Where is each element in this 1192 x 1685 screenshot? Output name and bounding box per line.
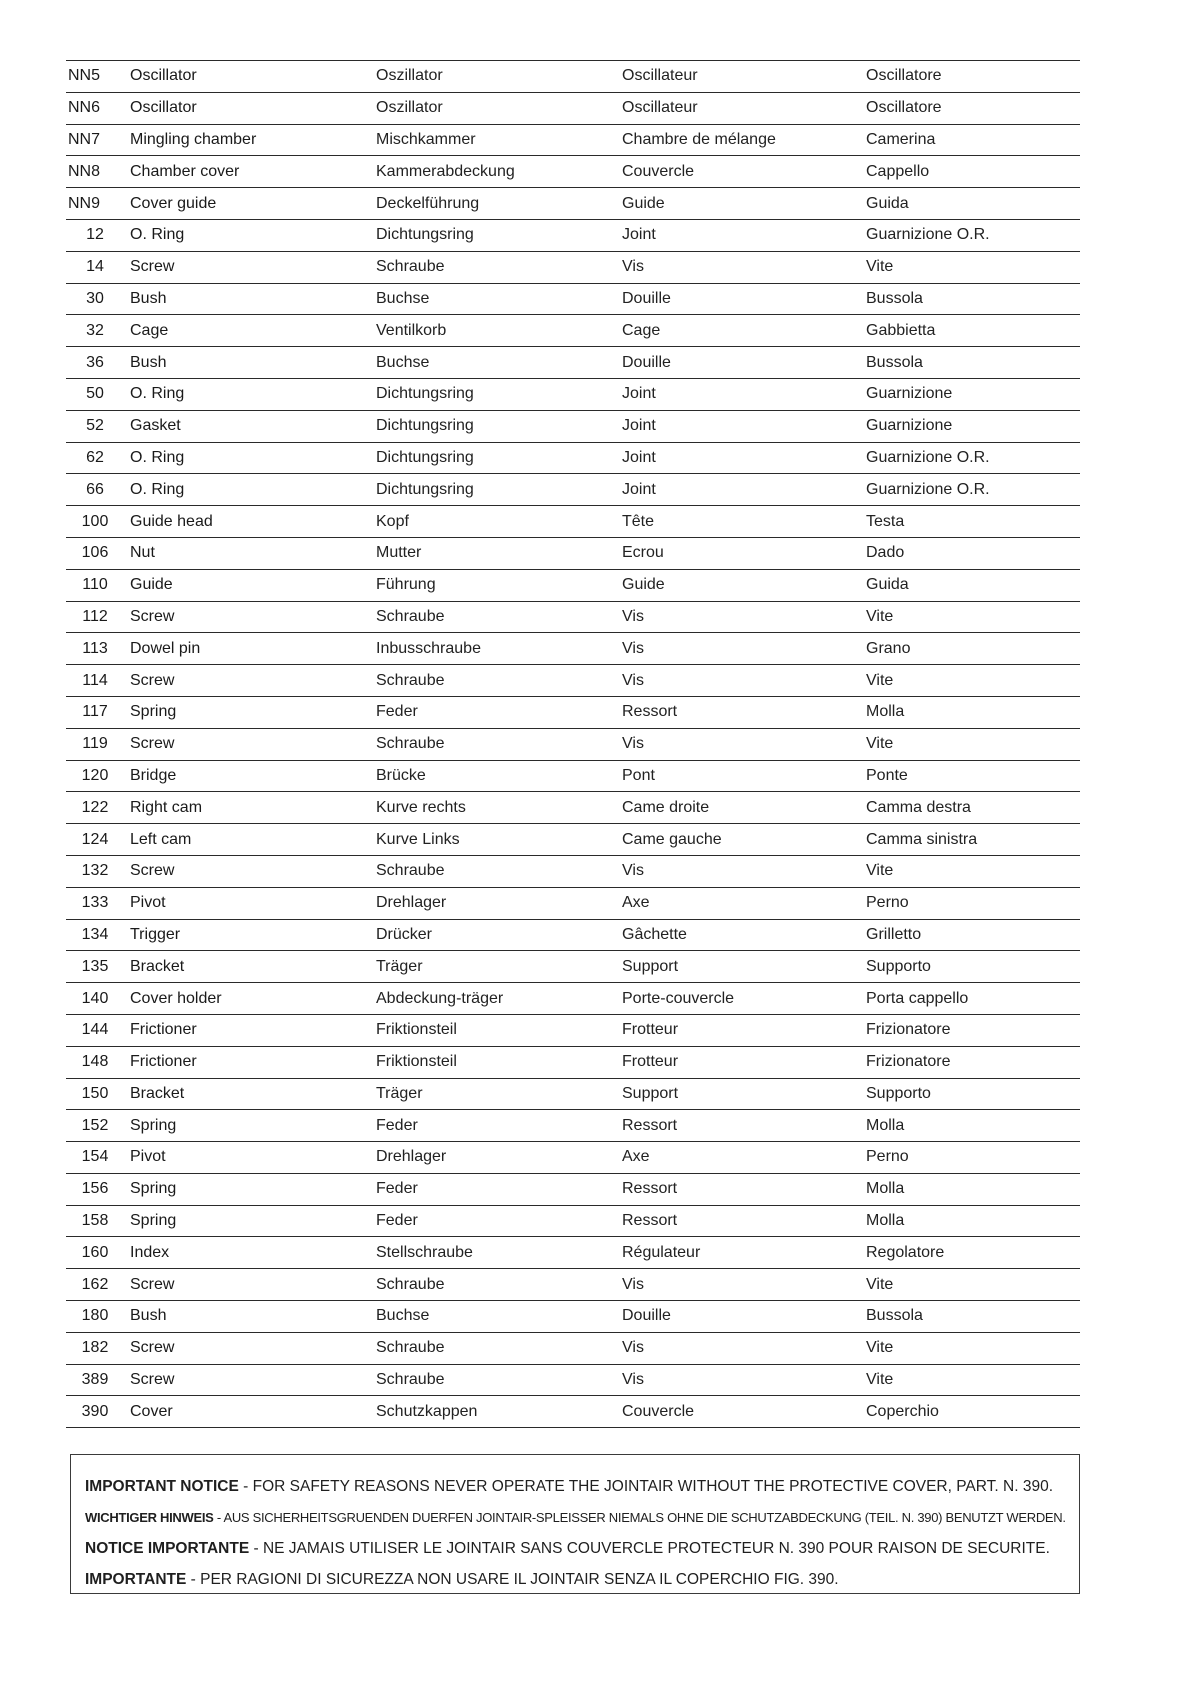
table-row: [66, 1396, 1080, 1428]
notice-german-text: - AUS SICHERHEITSGRUENDEN DUERFEN JOINTAIR-SPLEISSER NIEMALS OHNE DIE SCHUTZABDECKUNG (TEIL. N. 390) BENUTZT WERDEN.: [213, 1510, 1066, 1525]
part-name-german: Friktionsteil: [370, 1014, 616, 1046]
table-row: [66, 537, 1080, 569]
safety-notice-box: [70, 1454, 1080, 1594]
part-name-french: Ressort: [616, 1173, 860, 1205]
part-number: 113: [66, 633, 124, 665]
part-name-english: Screw: [124, 601, 370, 633]
part-name-english: Cover: [124, 1396, 370, 1428]
part-name-english: Cage: [124, 315, 370, 347]
table-row: [66, 347, 1080, 379]
part-name-italian: Dado: [860, 537, 1080, 569]
part-name-french: Vis: [616, 855, 860, 887]
part-name-english: Bush: [124, 1301, 370, 1333]
part-name-german: Brücke: [370, 760, 616, 792]
part-name-german: Feder: [370, 1110, 616, 1142]
part-number: 160: [66, 1237, 124, 1269]
table-row: [66, 474, 1080, 506]
part-name-english: Nut: [124, 537, 370, 569]
notice-english: [85, 1471, 1079, 1502]
part-name-italian: Molla: [860, 1173, 1080, 1205]
part-name-french: Guide: [616, 569, 860, 601]
notice-french-text: - NE JAMAIS UTILISER LE JOINTAIR SANS COUVERCLE PROTECTEUR N. 390 POUR RAISON DE SECURITE.: [249, 1540, 1050, 1557]
part-name-french: Came droite: [616, 792, 860, 824]
part-name-french: Support: [616, 951, 860, 983]
part-name-german: Kurve Links: [370, 824, 616, 856]
part-name-german: Feder: [370, 1205, 616, 1237]
part-name-french: Joint: [616, 219, 860, 251]
part-name-german: Mischkammer: [370, 124, 616, 156]
part-number: 110: [66, 569, 124, 601]
part-name-german: Schutzkappen: [370, 1396, 616, 1428]
part-name-italian: Vite: [860, 1364, 1080, 1396]
part-name-italian: Oscillatore: [860, 92, 1080, 124]
part-name-german: Friktionsteil: [370, 1046, 616, 1078]
table-row: [66, 951, 1080, 983]
table-row: [66, 792, 1080, 824]
part-name-german: Schraube: [370, 601, 616, 633]
part-name-english: Gasket: [124, 410, 370, 442]
part-name-german: Dichtungsring: [370, 378, 616, 410]
part-name-english: Trigger: [124, 919, 370, 951]
table-row: [66, 1173, 1080, 1205]
part-name-italian: Testa: [860, 506, 1080, 538]
part-name-english: Oscillator: [124, 61, 370, 93]
part-name-german: Drehlager: [370, 1142, 616, 1174]
part-name-french: Joint: [616, 474, 860, 506]
part-name-german: Inbusschraube: [370, 633, 616, 665]
part-number: 148: [66, 1046, 124, 1078]
table-row: [66, 156, 1080, 188]
part-name-italian: Coperchio: [860, 1396, 1080, 1428]
part-name-french: Axe: [616, 887, 860, 919]
part-name-english: Bracket: [124, 951, 370, 983]
part-number: 106: [66, 537, 124, 569]
notice-italian: [85, 1564, 1079, 1595]
part-number: 14: [66, 251, 124, 283]
part-name-german: Deckelführung: [370, 188, 616, 220]
part-name-english: Chamber cover: [124, 156, 370, 188]
part-number: 152: [66, 1110, 124, 1142]
part-name-german: Drehlager: [370, 887, 616, 919]
part-name-english: O. Ring: [124, 474, 370, 506]
table-row: [66, 1237, 1080, 1269]
part-name-english: Oscillator: [124, 92, 370, 124]
part-number: NN5: [66, 61, 124, 93]
part-name-italian: Bussola: [860, 347, 1080, 379]
table-row: [66, 1078, 1080, 1110]
part-name-italian: Oscillatore: [860, 61, 1080, 93]
part-name-italian: Vite: [860, 1269, 1080, 1301]
notice-french: [85, 1533, 1079, 1564]
part-number: 52: [66, 410, 124, 442]
table-row: [66, 728, 1080, 760]
table-row: [66, 569, 1080, 601]
part-name-english: Bush: [124, 283, 370, 315]
part-name-german: Dichtungsring: [370, 219, 616, 251]
part-number: 156: [66, 1173, 124, 1205]
part-name-english: Spring: [124, 1205, 370, 1237]
part-name-french: Ressort: [616, 1110, 860, 1142]
part-name-french: Frotteur: [616, 1014, 860, 1046]
part-number: NN7: [66, 124, 124, 156]
table-row: [66, 1301, 1080, 1333]
part-number: 132: [66, 855, 124, 887]
table-row: [66, 1110, 1080, 1142]
part-name-english: Screw: [124, 1269, 370, 1301]
part-name-english: Guide head: [124, 506, 370, 538]
part-name-french: Pont: [616, 760, 860, 792]
part-name-french: Joint: [616, 378, 860, 410]
part-name-french: Oscillateur: [616, 92, 860, 124]
part-number: NN9: [66, 188, 124, 220]
part-name-german: Schraube: [370, 855, 616, 887]
part-name-french: Vis: [616, 728, 860, 760]
part-name-german: Buchse: [370, 283, 616, 315]
table-row: [66, 378, 1080, 410]
part-name-french: Axe: [616, 1142, 860, 1174]
part-name-italian: Cappello: [860, 156, 1080, 188]
part-name-french: Vis: [616, 1364, 860, 1396]
table-row: [66, 442, 1080, 474]
part-name-french: Gâchette: [616, 919, 860, 951]
table-row: [66, 283, 1080, 315]
table-row: [66, 1269, 1080, 1301]
part-name-german: Buchse: [370, 347, 616, 379]
part-name-english: O. Ring: [124, 378, 370, 410]
part-name-english: Screw: [124, 855, 370, 887]
part-number: 122: [66, 792, 124, 824]
part-name-italian: Camma sinistra: [860, 824, 1080, 856]
table-row: [66, 1014, 1080, 1046]
table-row: [66, 188, 1080, 220]
part-name-german: Drücker: [370, 919, 616, 951]
part-number: 120: [66, 760, 124, 792]
part-name-german: Buchse: [370, 1301, 616, 1333]
part-name-french: Frotteur: [616, 1046, 860, 1078]
part-name-french: Douille: [616, 347, 860, 379]
part-name-english: Pivot: [124, 887, 370, 919]
table-row: [66, 124, 1080, 156]
part-name-french: Vis: [616, 251, 860, 283]
part-name-english: O. Ring: [124, 442, 370, 474]
part-name-english: Cover guide: [124, 188, 370, 220]
part-name-german: Schraube: [370, 728, 616, 760]
part-name-french: Oscillateur: [616, 61, 860, 93]
part-name-english: Screw: [124, 251, 370, 283]
part-name-italian: Ponte: [860, 760, 1080, 792]
part-name-german: Dichtungsring: [370, 442, 616, 474]
part-name-italian: Guarnizione: [860, 410, 1080, 442]
notice-italian-text: - PER RAGIONI DI SICUREZZA NON USARE IL JOINTAIR SENZA IL COPERCHIO FIG. 390.: [186, 1571, 839, 1588]
part-number: 158: [66, 1205, 124, 1237]
part-name-french: Cage: [616, 315, 860, 347]
parts-table-body: [66, 61, 1080, 1428]
part-name-english: Mingling chamber: [124, 124, 370, 156]
part-name-italian: Perno: [860, 887, 1080, 919]
table-row: [66, 887, 1080, 919]
part-name-italian: Molla: [860, 1205, 1080, 1237]
part-number: 36: [66, 347, 124, 379]
part-name-french: Vis: [616, 633, 860, 665]
part-number: 133: [66, 887, 124, 919]
part-name-italian: Camma destra: [860, 792, 1080, 824]
part-name-german: Kammerabdeckung: [370, 156, 616, 188]
table-row: [66, 633, 1080, 665]
part-number: 140: [66, 983, 124, 1015]
part-number: 182: [66, 1332, 124, 1364]
part-name-italian: Supporto: [860, 1078, 1080, 1110]
part-name-french: Guide: [616, 188, 860, 220]
table-row: [66, 1142, 1080, 1174]
table-row: [66, 824, 1080, 856]
part-name-german: Abdeckung-träger: [370, 983, 616, 1015]
part-name-german: Schraube: [370, 665, 616, 697]
parts-table: [66, 60, 1080, 1428]
part-name-french: Support: [616, 1078, 860, 1110]
part-name-english: Bush: [124, 347, 370, 379]
part-name-italian: Vite: [860, 855, 1080, 887]
part-number: 144: [66, 1014, 124, 1046]
table-row: [66, 760, 1080, 792]
part-name-german: Schraube: [370, 1332, 616, 1364]
table-row: [66, 1205, 1080, 1237]
table-row: [66, 61, 1080, 93]
table-row: [66, 219, 1080, 251]
part-number: 50: [66, 378, 124, 410]
part-name-italian: Guarnizione O.R.: [860, 442, 1080, 474]
part-name-english: Screw: [124, 728, 370, 760]
part-name-french: Joint: [616, 442, 860, 474]
part-name-italian: Regolatore: [860, 1237, 1080, 1269]
part-name-english: Bracket: [124, 1078, 370, 1110]
part-name-german: Mutter: [370, 537, 616, 569]
part-name-italian: Vite: [860, 728, 1080, 760]
table-row: [66, 1332, 1080, 1364]
part-name-german: Träger: [370, 1078, 616, 1110]
part-number: 66: [66, 474, 124, 506]
part-name-italian: Molla: [860, 1110, 1080, 1142]
table-row: [66, 1364, 1080, 1396]
part-number: 389: [66, 1364, 124, 1396]
part-number: 114: [66, 665, 124, 697]
part-number: 162: [66, 1269, 124, 1301]
part-name-english: Spring: [124, 696, 370, 728]
part-name-italian: Grano: [860, 633, 1080, 665]
part-name-french: Came gauche: [616, 824, 860, 856]
part-number: NN8: [66, 156, 124, 188]
part-name-german: Ventilkorb: [370, 315, 616, 347]
part-name-english: Index: [124, 1237, 370, 1269]
part-name-french: Tête: [616, 506, 860, 538]
part-number: 180: [66, 1301, 124, 1333]
part-name-english: Cover holder: [124, 983, 370, 1015]
part-name-english: Frictioner: [124, 1014, 370, 1046]
part-name-german: Dichtungsring: [370, 410, 616, 442]
notice-french-label: NOTICE IMPORTANTE: [85, 1540, 250, 1557]
part-name-italian: Porta cappello: [860, 983, 1080, 1015]
part-name-french: Chambre de mélange: [616, 124, 860, 156]
notice-italian-label: IMPORTANTE: [85, 1571, 187, 1588]
part-name-german: Führung: [370, 569, 616, 601]
part-name-english: Spring: [124, 1110, 370, 1142]
part-name-italian: Vite: [860, 251, 1080, 283]
part-name-french: Ressort: [616, 1205, 860, 1237]
part-number: 117: [66, 696, 124, 728]
table-row: [66, 251, 1080, 283]
part-number: 124: [66, 824, 124, 856]
part-name-italian: Guarnizione O.R.: [860, 474, 1080, 506]
part-name-italian: Camerina: [860, 124, 1080, 156]
part-name-italian: Frizionatore: [860, 1014, 1080, 1046]
part-name-german: Oszillator: [370, 61, 616, 93]
table-row: [66, 410, 1080, 442]
part-name-english: Screw: [124, 1364, 370, 1396]
part-name-italian: Frizionatore: [860, 1046, 1080, 1078]
part-number: 112: [66, 601, 124, 633]
part-name-french: Couvercle: [616, 1396, 860, 1428]
part-number: 12: [66, 219, 124, 251]
table-row: [66, 919, 1080, 951]
notice-english-text: - FOR SAFETY REASONS NEVER OPERATE THE JOINTAIR WITHOUT THE PROTECTIVE COVER, PART. N. 390.: [238, 1478, 1054, 1495]
part-name-french: Couvercle: [616, 156, 860, 188]
part-name-french: Vis: [616, 665, 860, 697]
part-name-italian: Vite: [860, 665, 1080, 697]
part-name-french: Ressort: [616, 696, 860, 728]
part-name-german: Kurve rechts: [370, 792, 616, 824]
table-row: [66, 315, 1080, 347]
parts-list-page: [66, 60, 1080, 1428]
part-name-english: Bridge: [124, 760, 370, 792]
table-row: [66, 855, 1080, 887]
part-name-french: Porte-couvercle: [616, 983, 860, 1015]
part-name-english: Screw: [124, 1332, 370, 1364]
part-name-italian: Guida: [860, 569, 1080, 601]
table-row: [66, 665, 1080, 697]
part-name-german: Schraube: [370, 1269, 616, 1301]
part-name-french: Douille: [616, 283, 860, 315]
part-name-english: Guide: [124, 569, 370, 601]
part-number: 135: [66, 951, 124, 983]
table-row: [66, 506, 1080, 538]
part-name-english: Frictioner: [124, 1046, 370, 1078]
part-number: 154: [66, 1142, 124, 1174]
part-name-italian: Bussola: [860, 1301, 1080, 1333]
part-name-english: O. Ring: [124, 219, 370, 251]
part-name-italian: Gabbietta: [860, 315, 1080, 347]
part-name-french: Vis: [616, 1269, 860, 1301]
part-name-german: Dichtungsring: [370, 474, 616, 506]
part-name-german: Kopf: [370, 506, 616, 538]
part-name-italian: Guarnizione: [860, 378, 1080, 410]
part-name-german: Feder: [370, 1173, 616, 1205]
part-name-italian: Guida: [860, 188, 1080, 220]
part-name-german: Stellschraube: [370, 1237, 616, 1269]
notice-german-label: WICHTIGER HINWEIS: [85, 1510, 214, 1525]
part-number: 62: [66, 442, 124, 474]
part-name-german: Schraube: [370, 251, 616, 283]
table-row: [66, 1046, 1080, 1078]
part-name-italian: Perno: [860, 1142, 1080, 1174]
notice-german: [85, 1502, 1079, 1533]
part-name-french: Vis: [616, 601, 860, 633]
part-name-english: Dowel pin: [124, 633, 370, 665]
part-number: NN6: [66, 92, 124, 124]
table-row: [66, 92, 1080, 124]
part-name-italian: Vite: [860, 1332, 1080, 1364]
notice-english-label: IMPORTANT NOTICE: [85, 1478, 239, 1495]
part-number: 100: [66, 506, 124, 538]
part-name-french: Douille: [616, 1301, 860, 1333]
part-name-french: Régulateur: [616, 1237, 860, 1269]
part-name-italian: Molla: [860, 696, 1080, 728]
part-name-english: Pivot: [124, 1142, 370, 1174]
part-number: 150: [66, 1078, 124, 1110]
part-name-italian: Supporto: [860, 951, 1080, 983]
part-name-english: Left cam: [124, 824, 370, 856]
part-number: 134: [66, 919, 124, 951]
part-name-french: Ecrou: [616, 537, 860, 569]
part-name-italian: Grilletto: [860, 919, 1080, 951]
part-name-german: Feder: [370, 696, 616, 728]
part-name-italian: Guarnizione O.R.: [860, 219, 1080, 251]
table-row: [66, 983, 1080, 1015]
part-name-german: Träger: [370, 951, 616, 983]
part-name-english: Spring: [124, 1173, 370, 1205]
part-name-english: Right cam: [124, 792, 370, 824]
part-number: 32: [66, 315, 124, 347]
part-number: 119: [66, 728, 124, 760]
table-row: [66, 601, 1080, 633]
part-name-french: Joint: [616, 410, 860, 442]
part-name-italian: Bussola: [860, 283, 1080, 315]
part-name-french: Vis: [616, 1332, 860, 1364]
part-number: 30: [66, 283, 124, 315]
part-number: 390: [66, 1396, 124, 1428]
part-name-german: Schraube: [370, 1364, 616, 1396]
part-name-english: Screw: [124, 665, 370, 697]
table-row: [66, 696, 1080, 728]
part-name-italian: Vite: [860, 601, 1080, 633]
part-name-german: Oszillator: [370, 92, 616, 124]
